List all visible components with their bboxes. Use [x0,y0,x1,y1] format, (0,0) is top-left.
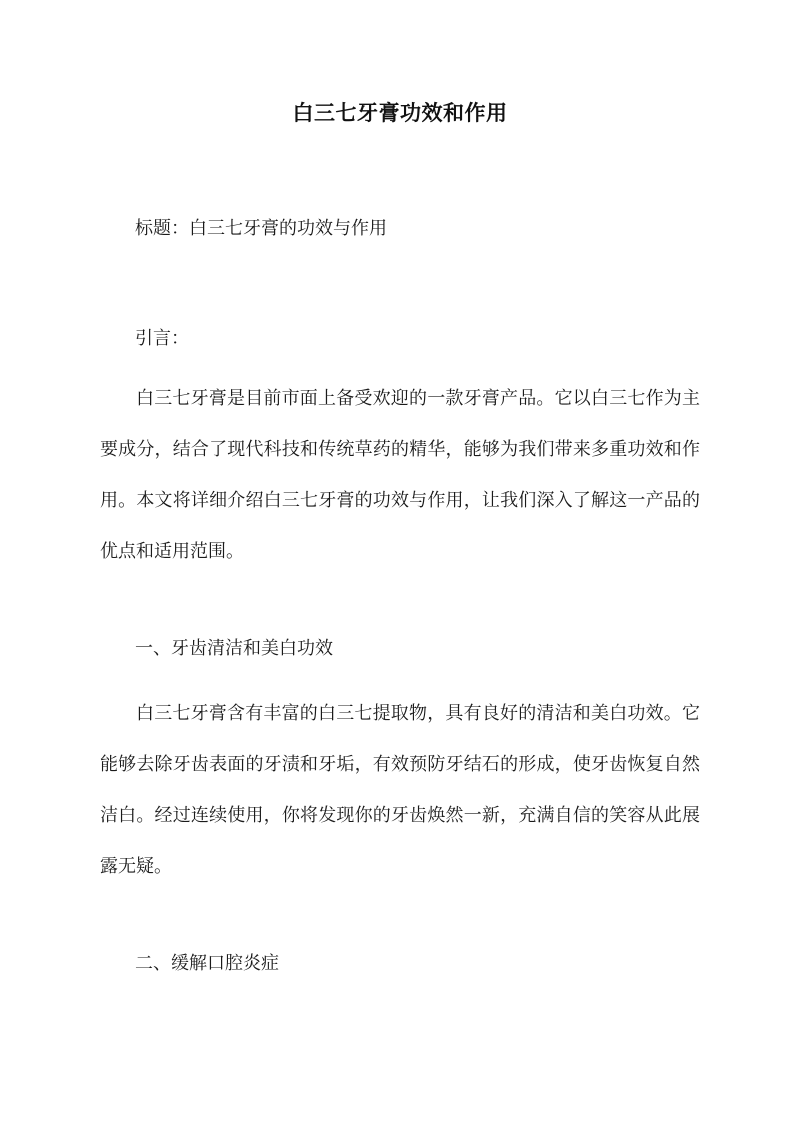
section-paragraph-1: 白三七牙膏含有丰富的白三七提取物，具有良好的清洁和美白功效。它能够去除牙齿表面的牙渍和牙垢，有效预防牙结石的形成，使牙齿恢复自然洁白。经过连续使用，你将发现你的牙齿焕然一新，充满自信的笑容从此展露无疑。 [100,703,700,877]
subtitle-line: 标题：白三七牙膏的功效与作用 [135,218,387,239]
section-heading-1: 一、牙齿清洁和美白功效 [135,638,333,659]
intro-heading: 引言： [135,328,189,349]
section-heading-2: 二、缓解口腔炎症 [135,953,279,974]
document-title: 白三七牙膏功效和作用 [292,100,508,125]
intro-paragraph: 白三七牙膏是目前市面上备受欢迎的一款牙膏产品。它以白三七作为主要成分，结合了现代科技和传统草药的精华，能够为我们带来多重功效和作用。本文将详细介绍白三七牙膏的功效与作用，让我们深入了解这一产品的优点和适用范围。 [100,388,700,562]
